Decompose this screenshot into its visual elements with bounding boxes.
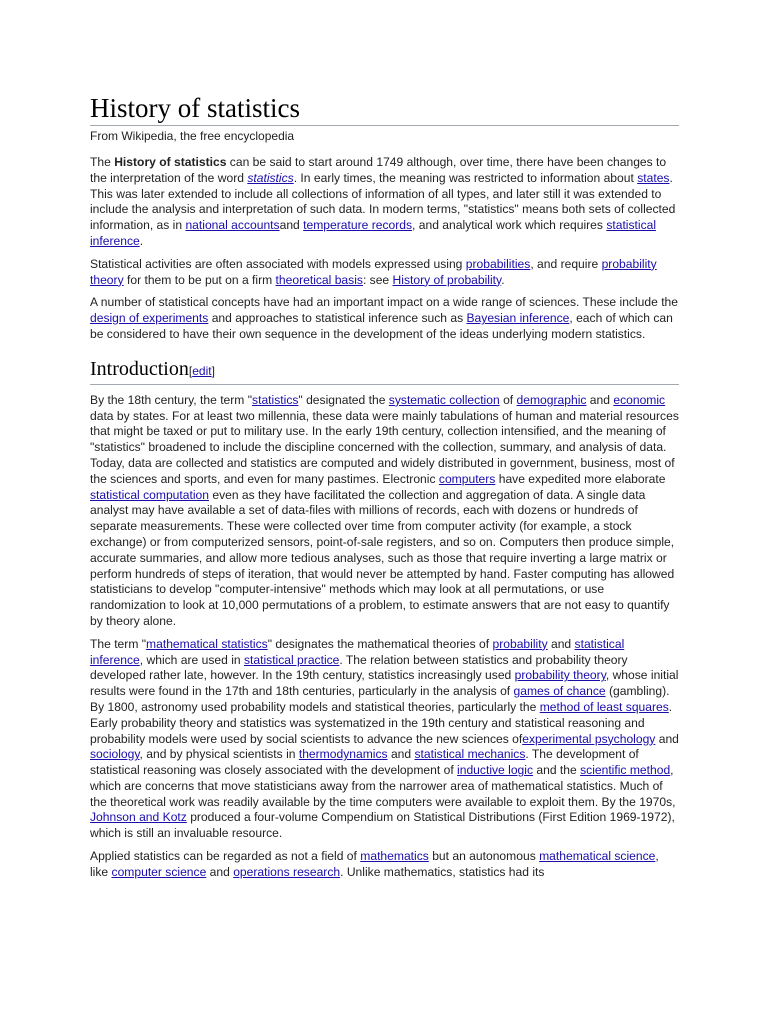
text-run: , like	[90, 849, 659, 879]
text-run: even as they have facilitated the collection and aggregation of data. A single data analyst may have available a set of data-files with millions of records, each with dozens or hundreds of separate measurements. These were collected over time from computer activity (for example, a stock exchange) or from computerized sensors, point-of-sale registers, and so on. Computers then produce simple, accurate summaries, and allow more tedious analyses, such as those that require inverting a large matrix or perform hundreds of steps of iteration, that would never be attempted by hand. Faster computing has allowed statisticians to develop "computer-intensive" methods which may look at all permutations, or use randomization to look at 10,000 permutations of a problem, to estimate answers that are not easy to quantify by theory alone.	[90, 487, 675, 628]
text-run: . Unlike mathematics, statistics had its	[340, 864, 545, 879]
text-run: . In early times, the meaning was restricted to information about	[293, 170, 638, 185]
text-run: and	[279, 218, 304, 233]
link-history-of-probability[interactable]: History of probability	[392, 272, 502, 287]
link-sociology[interactable]: sociology	[90, 747, 140, 762]
link-computers[interactable]: computers	[438, 471, 496, 486]
link-computer-science[interactable]: computer science	[111, 864, 207, 879]
text-run: . The relation between statistics and probability theory developed rather late, however. In the 19th century, statistics increasingly used	[90, 652, 628, 683]
lead-paragraph-1	[90, 155, 679, 250]
text-run: .	[501, 272, 505, 287]
text-run: Statistical activities are often associated with models expressed using	[90, 256, 466, 271]
text-run: . This was later extended to include all collections of information of all types, and later still it was extended to include the analysis and interpretation of such data. In modern terms, "statistics" means both sets of collected information, as in	[90, 170, 676, 233]
link-experimental-psychology[interactable]: experimental psychology	[522, 731, 656, 746]
text-run: . Early probability theory and statistics was systematized in the 19th century and statistical reasoning and probability models were used by social scientists to advance the new sciences of	[90, 699, 673, 746]
link-mathematical-science[interactable]: mathematical science	[539, 849, 656, 864]
text-run: have expedited more elaborate	[495, 471, 666, 486]
section-heading-introduction	[90, 357, 679, 385]
text-run: Applied statistics can be regarded as not a field of	[90, 849, 361, 864]
text-run: data by states. For at least two millennia, these data were mainly tabulations of human and material resources that might be taxed or put to military use. In the early 19th century, collection intensified, and the meaning of "statistics" broadened to include the discipline concerned with the collection, summary, and analysis of data. Today, data are collected and statistics are computed and widely distributed in government, business, most of the sciences and sports, and even for many pastimes. Electronic	[90, 408, 679, 486]
text-run: , and require	[530, 256, 602, 271]
text-run: " designated the	[298, 392, 389, 407]
link-method-of-least-squares[interactable]: method of least squares	[539, 699, 669, 714]
text-run: : see	[362, 272, 393, 287]
link-theoretical-basis[interactable]: theoretical basis	[275, 272, 363, 287]
text-run: produced a four-volume Compendium on Statistical Distributions (First Edition 1969-1972), which is still an invaluable resource.	[90, 810, 675, 841]
link-statistics[interactable]: statistics	[252, 392, 299, 407]
edit-link[interactable]: edit	[192, 363, 212, 378]
text-run: A number of statistical concepts have had an important impact on a wide range of sciences. These include the	[90, 295, 679, 310]
link-games-of-chance[interactable]: games of chance	[513, 684, 606, 699]
text-run: By the 18th century, the term "	[90, 392, 253, 407]
site-subtitle: From Wikipedia, the free encyclopedia	[90, 129, 295, 143]
link-scientific-method[interactable]: scientific method	[580, 763, 671, 778]
text-run: of	[499, 392, 517, 407]
text-run: and	[586, 392, 614, 407]
text-run: can be said to start around 1749 although, over time, there have been changes to the interpretation of the word	[90, 155, 667, 185]
link-probability[interactable]: probability	[492, 636, 548, 651]
text-run: " designates the mathematical theories of	[267, 636, 493, 651]
text-run: , and by physical scientists in	[139, 747, 299, 762]
text-run: , each of which can be considered to have their own sequence in the development of the ideas underlying modern statistics.	[90, 311, 673, 341]
text-run: and the	[533, 763, 581, 778]
link-temperature-records[interactable]: temperature records	[303, 218, 413, 233]
text-run: and approaches to statistical inference such as	[208, 311, 467, 326]
link-statistical-mechanics[interactable]: statistical mechanics	[414, 747, 526, 762]
text-run: , which are used in	[139, 652, 244, 667]
text-run: The	[90, 155, 115, 169]
link-statistics[interactable]	[247, 171, 293, 185]
section-edit	[189, 364, 215, 378]
text-run: . The development of statistical reasoning was closely associated with the development of	[90, 747, 639, 778]
section-heading-text: Introduction	[90, 357, 189, 380]
text-run: and	[655, 731, 679, 746]
text-run: for them to be put on a firm	[123, 272, 276, 287]
text-run: .	[139, 233, 144, 248]
edit-bracket-open: [	[188, 363, 193, 378]
link-national-accounts[interactable]: national accounts	[185, 218, 280, 233]
intro-paragraph-1	[90, 393, 679, 630]
link-statistical-inference[interactable]: statistical inference	[90, 636, 625, 667]
text-run: , and analytical work which requires	[412, 218, 607, 233]
text-run: and	[206, 864, 234, 879]
link-probability-theory[interactable]: probability theory	[90, 256, 657, 287]
link-states[interactable]: states	[637, 170, 670, 185]
link-mathematics[interactable]: mathematics	[360, 849, 429, 864]
link-bayesian-inference[interactable]: Bayesian inference	[466, 311, 570, 326]
link-design-of-experiments[interactable]: design of experiments	[90, 311, 209, 326]
intro-paragraph-2	[90, 637, 679, 842]
text-run: but an autonomous	[428, 849, 540, 864]
edit-bracket-close: ]	[211, 363, 215, 378]
link-statistical-inference[interactable]: statistical inference	[90, 218, 657, 248]
lead-paragraph-2	[90, 257, 679, 289]
bold-term: History of statistics	[114, 155, 227, 169]
link-demographic[interactable]: demographic	[516, 392, 587, 407]
text-run: and	[387, 747, 415, 762]
intro-paragraph-3	[90, 849, 679, 881]
link-mathematical-statistics[interactable]: mathematical statistics	[146, 636, 268, 651]
article	[90, 92, 679, 888]
text-run: , which are concerns that move statisticians away from the narrower area of mathematical statistics. Much of the theoretical work was readily available by the time computers were available to exploit them. By the 1970s,	[90, 763, 676, 809]
text-run: (gambling). By 1800, astronomy used probability models and statistical theories, particularly the	[90, 684, 670, 714]
link-statistical-practice[interactable]: statistical practice	[243, 652, 340, 667]
link-operations-research[interactable]: operations research	[233, 864, 341, 879]
lead-paragraph-3	[90, 295, 679, 342]
link-inductive-logic[interactable]: inductive logic	[457, 763, 534, 778]
link-statistical-computation[interactable]: statistical computation	[90, 487, 209, 502]
link-johnson-and-kotz[interactable]: Johnson and Kotz	[90, 810, 187, 825]
link-systematic-collection[interactable]: systematic collection	[388, 392, 500, 407]
page-title: History of statistics	[90, 92, 679, 126]
link-economic[interactable]: economic	[613, 392, 666, 407]
text-run: and	[547, 636, 575, 651]
link-probability-theory[interactable]: probability theory	[514, 668, 606, 683]
text-run: , whose initial results were found in the 17th and 18th centuries, particularly in the analysis of	[90, 668, 679, 699]
link-thermodynamics[interactable]: thermodynamics	[298, 747, 388, 762]
link-probabilities[interactable]: probabilities	[465, 256, 531, 271]
italic-text[interactable]: statistics	[247, 170, 294, 185]
text-run: The term "	[90, 636, 147, 651]
